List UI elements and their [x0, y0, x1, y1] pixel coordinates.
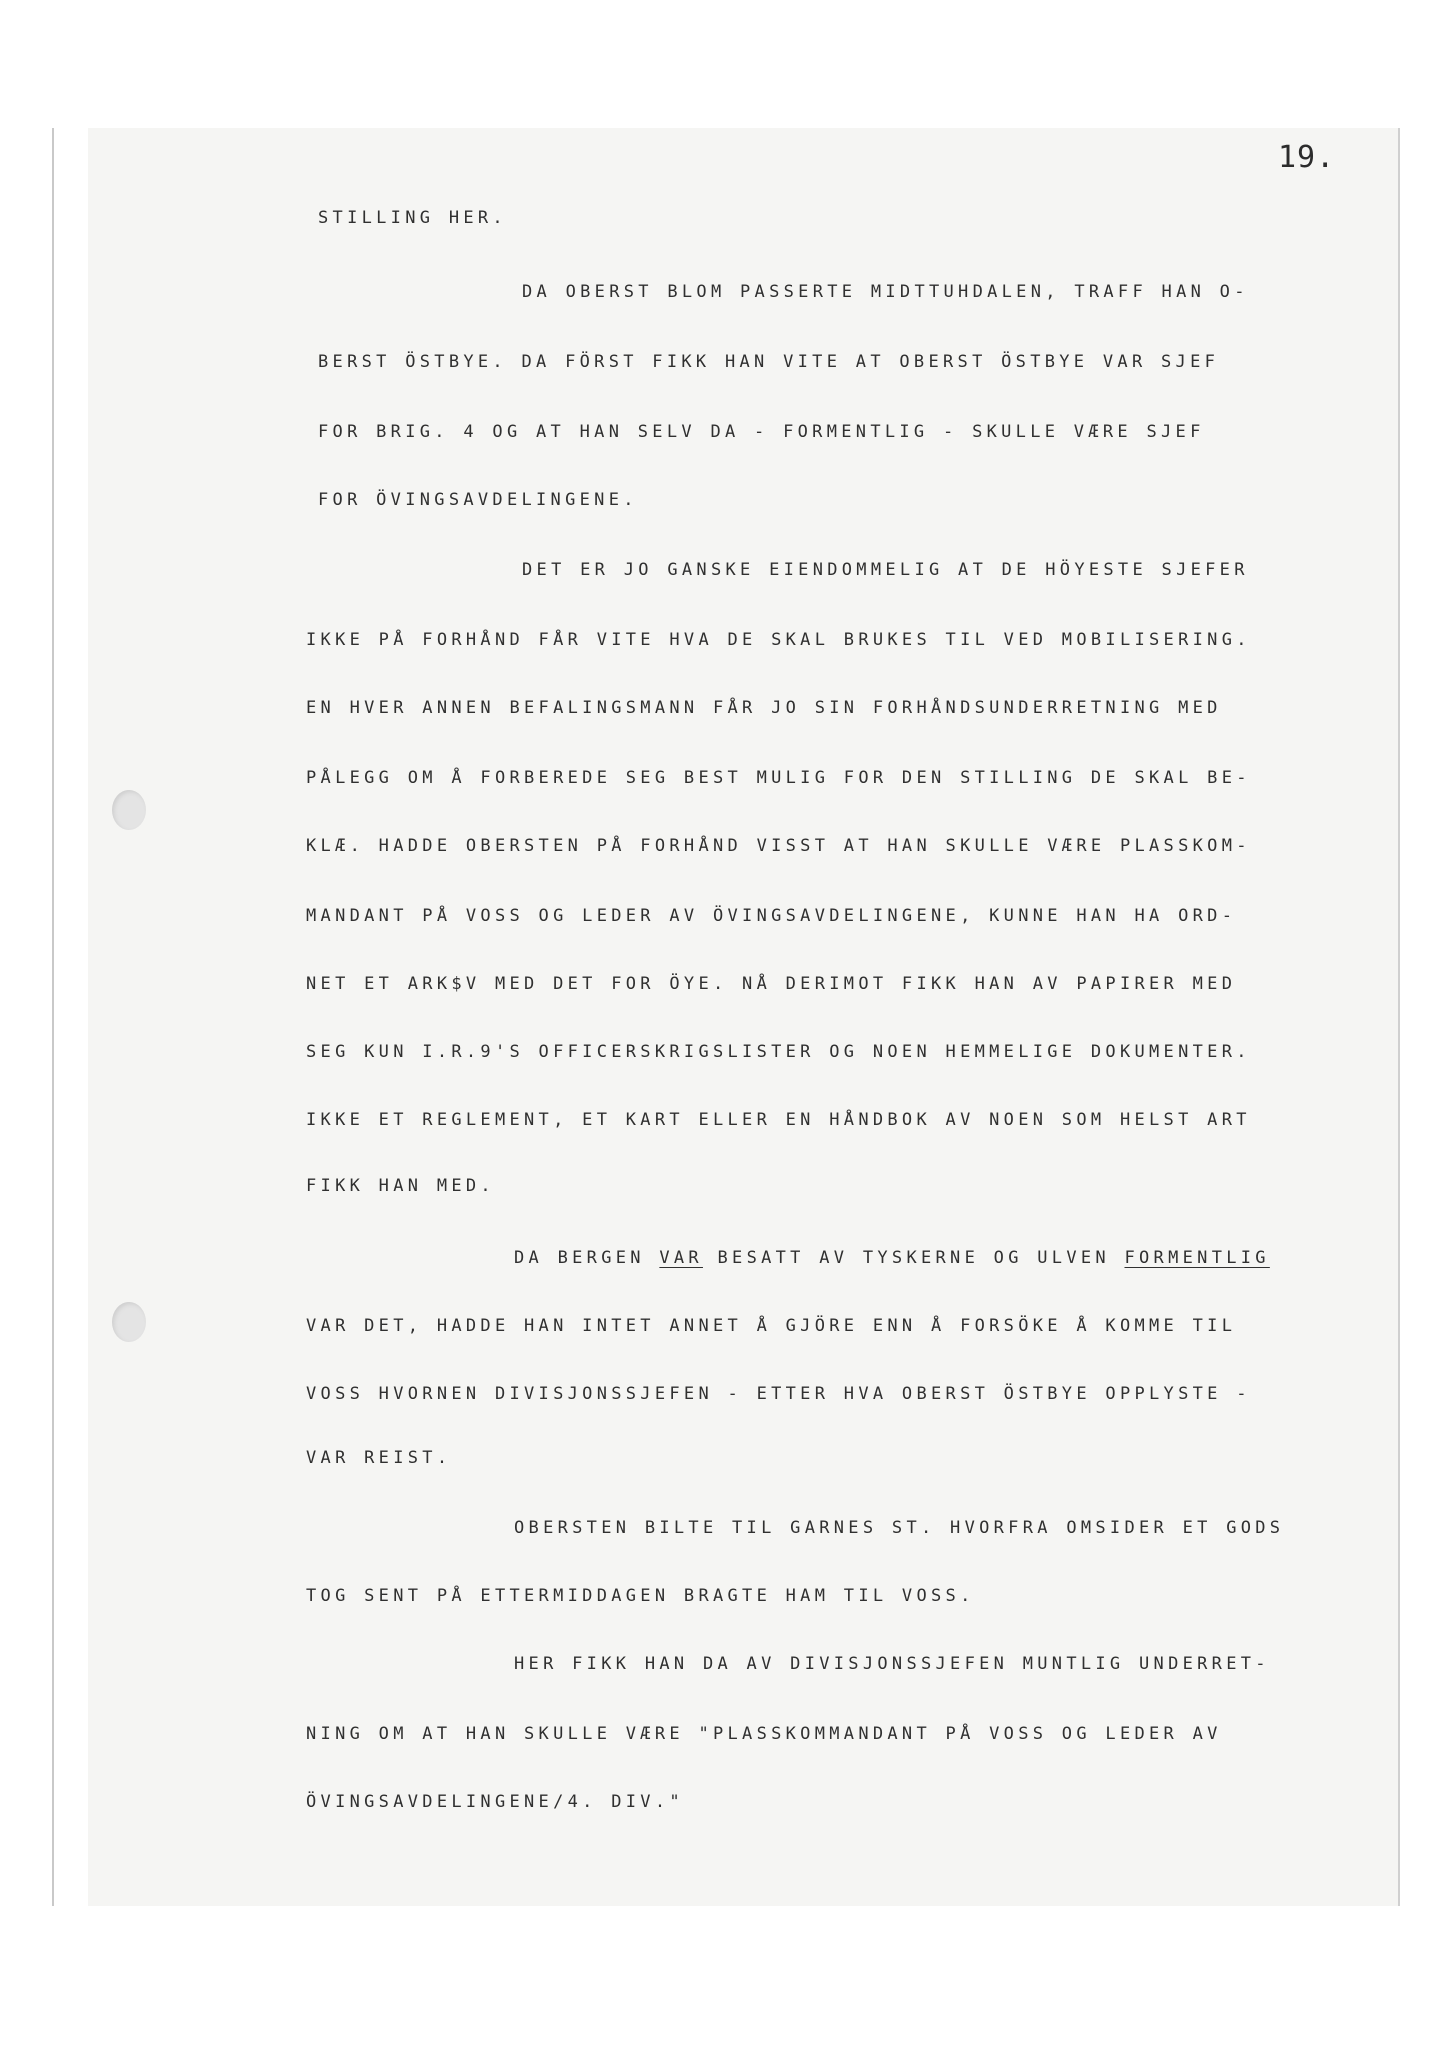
- text-line-1: STILLING HER.: [318, 208, 507, 228]
- text-line-18: VOSS HVORNEN DIVISJONSSJEFEN - ETTER HVA OBERST ÖSTBYE OPPLYSTE -: [306, 1384, 1251, 1404]
- text-line-2: DA OBERST BLOM PASSERTE MIDTTUHDALEN, TRAFF HAN O-: [522, 282, 1249, 302]
- text-line-3: BERST ÖSTBYE. DA FÖRST FIKK HAN VITE AT OBERST ÖSTBYE VAR SJEF: [318, 352, 1220, 372]
- text-line-22: HER FIKK HAN DA AV DIVISJONSSJEFEN MUNTLIG UNDERRET-: [514, 1654, 1270, 1674]
- page-edge-left: [52, 128, 54, 1906]
- text-line-16-start: DA BERGEN: [514, 1248, 660, 1268]
- text-line-19: VAR REIST.: [306, 1448, 452, 1468]
- underlined-word-var: VAR: [659, 1248, 703, 1268]
- text-line-24: ÖVINGSAVDELINGENE/4. DIV.": [306, 1792, 684, 1812]
- scanned-page: [88, 128, 1400, 1906]
- text-line-23: NING OM AT HAN SKULLE VÆRE "PLASSKOMMANDANT PÅ VOSS OG LEDER AV: [306, 1724, 1222, 1744]
- text-line-7: IKKE PÅ FORHÅND FÅR VITE HVA DE SKAL BRUKES TIL VED MOBILISERING.: [306, 630, 1251, 650]
- punch-hole-upper: [112, 790, 146, 830]
- text-line-4: FOR BRIG. 4 OG AT HAN SELV DA - FORMENTLIG - SKULLE VÆRE SJEF: [318, 422, 1205, 442]
- text-line-5: FOR ÖVINGSAVDELINGENE.: [318, 490, 638, 510]
- punch-hole-lower: [112, 1302, 146, 1342]
- text-line-13: SEG KUN I.R.9'S OFFICERSKRIGSLISTER OG NOEN HEMMELIGE DOKUMENTER.: [306, 1042, 1251, 1062]
- text-line-14: IKKE ET REGLEMENT, ET KART ELLER EN HÅNDBOK AV NOEN SOM HELST ART: [306, 1110, 1251, 1130]
- text-line-21: TOG SENT PÅ ETTERMIDDAGEN BRAGTE HAM TIL VOSS.: [306, 1586, 975, 1606]
- text-line-20: OBERSTEN BILTE TIL GARNES ST. HVORFRA OMSIDER ET GODS: [514, 1518, 1285, 1538]
- page-edge-right: [1398, 128, 1400, 1906]
- text-line-12: NET ET ARK$V MED DET FOR ÖYE. NÅ DERIMOT FIKK HAN AV PAPIRER MED: [306, 974, 1237, 994]
- page-number: 19.: [1278, 140, 1336, 175]
- text-line-17: VAR DET, HADDE HAN INTET ANNET Å GJÖRE ENN Å FORSÖKE Å KOMME TIL: [306, 1316, 1237, 1336]
- text-line-8: EN HVER ANNEN BEFALINGSMANN FÅR JO SIN FORHÅNDSUNDERRETNING MED: [306, 698, 1222, 718]
- text-line-11: MANDANT PÅ VOSS OG LEDER AV ÖVINGSAVDELINGENE, KUNNE HAN HA ORD-: [306, 906, 1237, 926]
- underlined-word-formentlig: FORMENTLIG: [1124, 1248, 1270, 1268]
- text-line-10: KLÆ. HADDE OBERSTEN PÅ FORHÅND VISST AT HAN SKULLE VÆRE PLASSKOM-: [306, 836, 1251, 856]
- text-line-16-middle: BESATT AV TYSKERNE OG ULVEN: [702, 1248, 1125, 1268]
- text-line-16: [514, 1248, 1270, 1268]
- text-line-15: FIKK HAN MED.: [306, 1176, 495, 1196]
- text-line-9: PÅLEGG OM Å FORBEREDE SEG BEST MULIG FOR DEN STILLING DE SKAL BE-: [306, 768, 1251, 788]
- text-line-6: DET ER JO GANSKE EIENDOMMELIG AT DE HÖYESTE SJEFER: [522, 560, 1249, 580]
